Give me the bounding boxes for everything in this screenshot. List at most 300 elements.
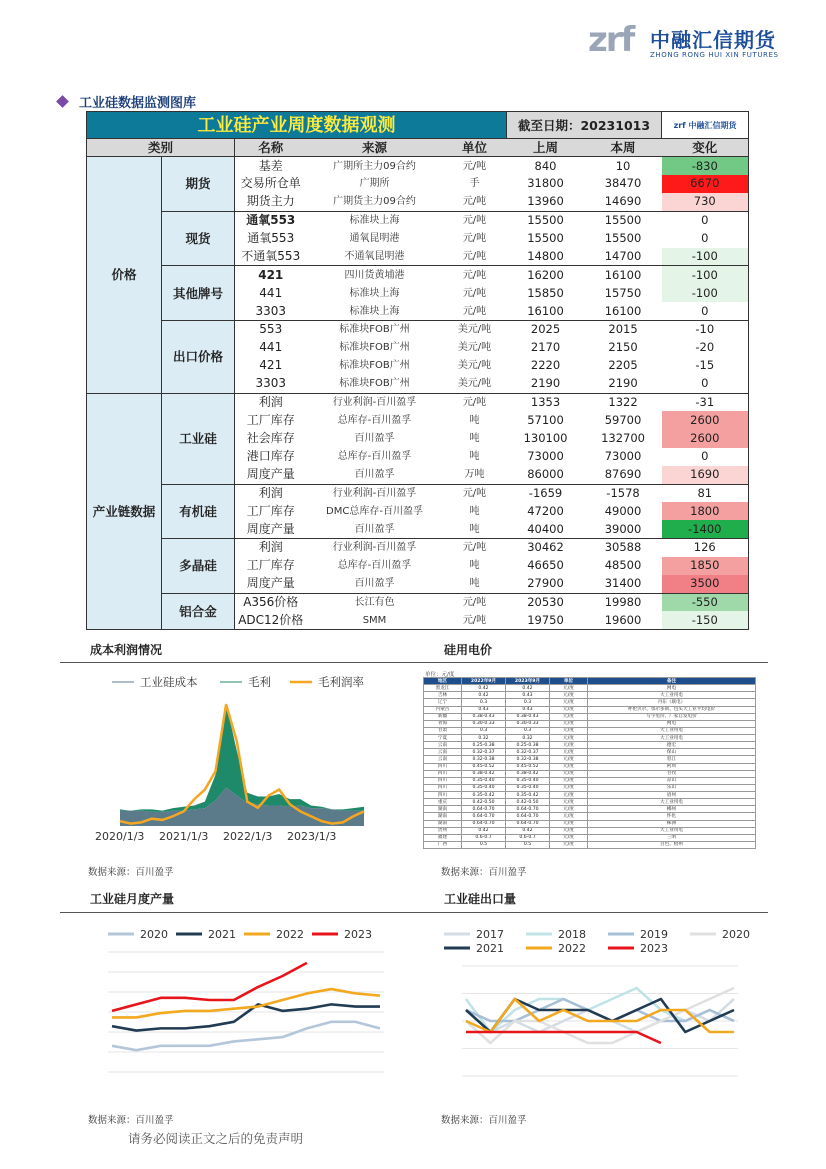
row-unit: 元/吨 (462, 287, 487, 299)
monthly-output-chart (90, 922, 400, 1092)
table-row (87, 266, 749, 284)
row-name: 周度产量 (235, 466, 307, 484)
row-change: 0 (662, 302, 749, 320)
row-change: 81 (662, 484, 749, 502)
export-title: 工业硅出口量 (444, 892, 517, 906)
row-change: -1400 (662, 520, 749, 538)
electricity-cell: 元/度 (550, 834, 588, 841)
row-unit: 元/吨 (462, 487, 487, 499)
row-unit: 吨 (469, 560, 480, 572)
col-change: 变化 (662, 139, 749, 157)
category-level2: 有机硅 (162, 484, 235, 539)
row-last-week: 86000 (507, 466, 585, 484)
electricity-cell: 百色、梧州 (588, 841, 756, 848)
row-this-week: 16100 (585, 302, 662, 320)
category-level2: 期货 (162, 157, 235, 212)
row-source: 广期所 (359, 178, 390, 190)
electricity-cell: 大工业用电 (588, 735, 756, 742)
electricity-cell: 元/度 (550, 749, 588, 756)
table-row (87, 211, 749, 229)
weekly-data-table (86, 111, 749, 630)
row-last-week: 16100 (507, 302, 585, 320)
electricity-row (424, 735, 756, 742)
row-name: 441 (259, 340, 283, 355)
row-source: 不通氧昆明港 (307, 248, 443, 266)
electricity-cell: 元/度 (550, 827, 588, 834)
electricity-row (424, 706, 756, 713)
x-tick-label: 2023/1/3 (287, 830, 337, 843)
electricity-cell: 大工业用电 (588, 799, 756, 806)
row-last-week: 30462 (527, 540, 564, 555)
electricity-cell: 0.38-0.42 (506, 770, 550, 777)
electricity-cell: 元/度 (550, 799, 588, 806)
x-tick-label: 2022/1/3 (223, 830, 273, 843)
row-source: 标准块FOB广州 (339, 324, 410, 336)
row-source: 标准块上海 (307, 302, 443, 320)
electricity-cell: 重庆 (424, 799, 462, 806)
row-name: 交易所仓单 (240, 176, 301, 191)
row-last-week: 2170 (530, 340, 561, 355)
cost-profit-source: 数据来源：百川盈孚 (88, 867, 174, 878)
row-change: 6670 (662, 175, 749, 193)
row-name: 工厂库存 (246, 412, 295, 427)
electricity-cell: 0.42 (506, 827, 550, 834)
electricity-cell: 0.64-0.70 (462, 820, 506, 827)
electricity-cell: 0.64-0.70 (506, 820, 550, 827)
electricity-row (424, 727, 756, 734)
electricity-cell: 湖南 (424, 806, 462, 813)
legend-label: 毛利润率 (318, 675, 364, 689)
row-name: 3303 (235, 375, 307, 393)
electricity-row (424, 692, 756, 699)
electricity-cell: 元/度 (550, 685, 588, 692)
electricity-row (424, 841, 756, 848)
table-logo: zrf 中融汇信期货 (662, 112, 749, 139)
row-unit: 元/吨 (462, 396, 487, 408)
electricity-cell: 元/度 (550, 756, 588, 763)
electricity-cell: 福建 (424, 834, 462, 841)
row-this-week: 48500 (604, 558, 642, 573)
electricity-cell: 青海 (424, 720, 462, 727)
row-unit: 元/吨 (443, 611, 507, 629)
row-unit: 元/吨 (462, 215, 487, 227)
cost-profit-title: 成本利润情况 (90, 643, 163, 657)
row-name: 3303 (235, 302, 307, 320)
electricity-cell: 0.25-0.38 (506, 742, 550, 749)
electricity-cell: 元/度 (550, 727, 588, 734)
electricity-row (424, 777, 756, 784)
legend-label: 2020 (140, 928, 168, 941)
electricity-cell: 内蒙古 (424, 706, 462, 713)
category-level1: 价格 (87, 157, 162, 393)
row-name: 社会库存 (246, 431, 295, 446)
row-unit: 美元/吨 (457, 342, 492, 354)
electricity-cell: 乐山 (588, 784, 756, 791)
electricity-cell: 元/度 (550, 820, 588, 827)
legend-label: 2023 (640, 942, 668, 955)
section-title: 工业硅数据监测图库 (58, 92, 196, 111)
divider (60, 912, 768, 913)
electricity-cell: 0.42 (462, 692, 506, 699)
row-unit: 元/吨 (462, 597, 487, 609)
electricity-cell: 大工业用电 (588, 692, 756, 699)
row-unit: 元/吨 (462, 160, 487, 172)
electricity-row (424, 799, 756, 806)
electricity-cell: 0.30-0.33 (462, 720, 506, 727)
electricity-cell: 吉林 (424, 692, 462, 699)
row-this-week: 15500 (604, 213, 642, 228)
electricity-header-cell: 地区 (424, 678, 462, 685)
row-unit: 元/吨 (443, 302, 507, 320)
row-last-week: 47200 (527, 503, 564, 518)
row-this-week: 31400 (585, 575, 662, 593)
row-change: 2600 (662, 411, 749, 429)
electricity-price-table (423, 677, 756, 849)
legend-label: 2018 (558, 928, 586, 941)
row-change: 126 (662, 539, 749, 557)
row-last-week: 40400 (507, 520, 585, 538)
electricity-cell: 元/度 (550, 706, 588, 713)
electricity-cell: 湖南 (424, 820, 462, 827)
row-name: 利润 (258, 540, 283, 555)
electricity-cell: 株洲 (588, 820, 756, 827)
electricity-cell: 元/度 (550, 813, 588, 820)
electricity-cell: 元/度 (550, 699, 588, 706)
electricity-header-cell: 备注 (588, 678, 756, 685)
electricity-cell: 大工业用电 (588, 727, 756, 734)
electricity-cell: 四川 (424, 763, 462, 770)
electricity-header-cell: 单位 (550, 678, 588, 685)
electricity-cell: 0.64-0.70 (462, 813, 506, 820)
row-source: 百川盈孚 (307, 466, 443, 484)
row-change: -100 (662, 284, 749, 302)
row-change: -10 (662, 320, 749, 338)
category-level1: 产业链数据 (87, 393, 162, 629)
electricity-cell: 四川 (424, 770, 462, 777)
series-line-2023 (112, 963, 307, 1011)
electricity-cell: 元/度 (550, 713, 588, 720)
electricity-cell: 0.43 (462, 706, 506, 713)
row-source: 四川货黄埔港 (344, 269, 405, 281)
electricity-cell: 元/度 (550, 735, 588, 742)
row-last-week: 20530 (527, 595, 564, 610)
row-source: 标准块FOB广州 (339, 360, 410, 372)
row-this-week: 1322 (608, 394, 638, 409)
table-row (87, 484, 749, 502)
electricity-cell: 辽宁 (424, 699, 462, 706)
row-change: 2600 (662, 430, 749, 448)
row-source: 百川盈孚 (307, 575, 443, 593)
electricity-cell: 0.32-0.37 (462, 749, 506, 756)
company-logo (588, 18, 788, 66)
electricity-cell: 0.32 (462, 735, 506, 742)
electricity-cell: 0.35-0.40 (462, 777, 506, 784)
monthly-output-title: 工业硅月度产量 (90, 892, 175, 906)
series-line-2020 (112, 1022, 380, 1050)
row-this-week: 14690 (585, 193, 662, 211)
logo-name-cn: 中融汇信期货 (650, 28, 776, 52)
row-source: 行业利润-百川盈孚 (332, 542, 417, 554)
col-unit: 单位 (443, 139, 507, 157)
electricity-cell: 云南 (424, 749, 462, 756)
legend-label: 工业硅成本 (140, 675, 198, 689)
electricity-cell: 郴州 (588, 806, 756, 813)
row-last-week: 15500 (527, 213, 564, 228)
electricity-row (424, 792, 756, 799)
row-this-week: 2015 (608, 322, 638, 337)
row-last-week: 130100 (523, 431, 568, 446)
electricity-cell: 0.35-0.42 (462, 792, 506, 799)
legend-label: 2022 (558, 942, 586, 955)
electricity-cell: 眉州 (588, 792, 756, 799)
category-level2: 其他牌号 (162, 266, 235, 321)
row-last-week: 31800 (527, 176, 564, 191)
electricity-row (424, 827, 756, 834)
legend-label: 2017 (476, 928, 504, 941)
electricity-cell: 0.32 (506, 735, 550, 742)
row-this-week: 2190 (585, 375, 662, 393)
electricity-cell: 0.6-0.7 (506, 834, 550, 841)
electricity-cell: 元/度 (550, 784, 588, 791)
electricity-cell: 0.32-0.38 (462, 756, 506, 763)
row-change: -550 (662, 593, 749, 611)
category-level2: 铝合金 (162, 593, 235, 629)
row-name: A356价格 (243, 595, 299, 610)
row-name: 421 (258, 267, 284, 282)
electricity-row (424, 720, 756, 727)
row-unit: 吨 (469, 505, 480, 517)
row-unit: 万吨 (443, 466, 507, 484)
electricity-row (424, 699, 756, 706)
col-name: 名称 (235, 139, 307, 157)
row-name: 421 (259, 358, 283, 373)
row-last-week: 16200 (527, 267, 564, 282)
x-tick-label: 2020/1/3 (95, 830, 145, 843)
electricity-cell: 网电 (588, 720, 756, 727)
electricity-row (424, 820, 756, 827)
row-last-week: 73000 (527, 449, 564, 464)
export-chart (440, 922, 760, 1082)
electricity-cell: 0.38-0.43 (506, 713, 550, 720)
col-last-week: 上周 (507, 139, 585, 157)
electricity-cell: 0.3 (462, 699, 506, 706)
disclaimer-footer: 请务必阅读正文之后的免责声明 (128, 1131, 304, 1146)
row-this-week: 15500 (604, 231, 642, 246)
electricity-cell: 元/度 (550, 792, 588, 799)
row-name: 利润 (258, 485, 283, 500)
electricity-header-cell: 2022年9月 (462, 678, 506, 685)
row-name: 通氧553 (246, 213, 296, 228)
row-source: 标准块上海 (349, 287, 400, 299)
electricity-cell: 0.42 (462, 685, 506, 692)
electricity-cell: 丹东（联电） (588, 699, 756, 706)
electricity-cell: 元/度 (550, 777, 588, 784)
row-this-week: 14700 (585, 248, 662, 266)
row-change: -100 (662, 248, 749, 266)
row-name: 基差 (258, 158, 283, 173)
row-unit: 元/吨 (462, 269, 487, 281)
row-source: 百川盈孚 (307, 520, 443, 538)
electricity-cell: 0.64-0.70 (462, 806, 506, 813)
col-category: 类别 (87, 139, 235, 157)
row-source: 广期货主力09合约 (307, 193, 443, 211)
electricity-row (424, 763, 756, 770)
electricity-title: 硅用电价 (444, 643, 493, 657)
legend-label: 毛利 (248, 675, 271, 689)
x-tick-label: 2021/1/3 (159, 830, 209, 843)
row-unit: 吨 (469, 414, 480, 426)
electricity-cell: 0.64-0.70 (506, 806, 550, 813)
electricity-cell: 大工业用电 (588, 827, 756, 834)
electricity-cell: 元/度 (550, 763, 588, 770)
row-name: ADC12价格 (235, 611, 307, 629)
cost-profit-chart (90, 668, 380, 848)
electricity-cell: 四川 (424, 792, 462, 799)
electricity-cell: 新疆 (424, 713, 462, 720)
electricity-cell: 0.32-0.37 (506, 749, 550, 756)
electricity-cell: 保山 (588, 749, 756, 756)
row-name: 期货主力 (235, 193, 307, 211)
row-unit: 元/吨 (443, 248, 507, 266)
row-change: 730 (662, 193, 749, 211)
electricity-cell: 0.38-0.42 (462, 770, 506, 777)
electricity-cell: 0.42 (506, 685, 550, 692)
row-name: 周度产量 (235, 575, 307, 593)
electricity-header-row (424, 678, 756, 685)
row-last-week: 19750 (507, 611, 585, 629)
electricity-row (424, 770, 756, 777)
export-source: 数据来源：百川盈孚 (441, 1115, 527, 1126)
electricity-cell: 0.43 (506, 706, 550, 713)
row-change: -15 (662, 357, 749, 375)
row-change: -150 (662, 611, 749, 629)
row-this-week: 30588 (604, 540, 642, 555)
row-unit: 元/吨 (443, 193, 507, 211)
electricity-cell: 0.5 (506, 841, 550, 848)
electricity-cell: 0.32-0.38 (506, 756, 550, 763)
electricity-cell: 云南 (424, 756, 462, 763)
row-change: 0 (662, 375, 749, 393)
row-unit: 手 (469, 178, 480, 190)
row-name: 港口库存 (246, 449, 295, 464)
electricity-cell: 凉山 (588, 777, 756, 784)
electricity-cell: 0.35-0.40 (462, 784, 506, 791)
electricity-row (424, 784, 756, 791)
row-name: 通氧553 (247, 231, 295, 246)
row-source: 标准块FOB广州 (307, 375, 443, 393)
row-this-week: 19600 (585, 611, 662, 629)
electricity-unit: 单位：元/度 (425, 672, 455, 678)
divider (60, 662, 768, 663)
electricity-row (424, 685, 756, 692)
row-unit: 美元/吨 (457, 324, 492, 336)
row-last-week: 2190 (507, 375, 585, 393)
row-last-week: 15500 (527, 231, 564, 246)
row-unit: 吨 (469, 433, 480, 445)
electricity-row (424, 806, 756, 813)
electricity-cell: 0.35-0.40 (506, 784, 550, 791)
row-name: 工厂库存 (246, 503, 295, 518)
row-name: 周度产量 (235, 520, 307, 538)
electricity-cell: 湖南 (424, 813, 462, 820)
electricity-row (424, 742, 756, 749)
category-level2: 现货 (162, 211, 235, 266)
row-last-week: 2220 (530, 358, 561, 373)
row-source: 总库存-百川盈孚 (337, 560, 412, 572)
electricity-cell: 0.43 (506, 692, 550, 699)
row-unit: 元/吨 (462, 233, 487, 245)
row-last-week: -1659 (528, 485, 563, 500)
electricity-cell: 元/度 (550, 806, 588, 813)
row-name: 工厂库存 (246, 558, 295, 573)
column-header-row (87, 139, 749, 157)
table-row (87, 393, 749, 411)
electricity-cell: 0.3 (462, 727, 506, 734)
electricity-cell: 甘肃 (424, 727, 462, 734)
row-source: 标准块FOB广州 (339, 342, 410, 354)
table-row (87, 593, 749, 611)
electricity-cell: 0.64-0.70 (506, 813, 550, 820)
row-this-week: 49000 (604, 503, 642, 518)
row-source: 标准块上海 (349, 215, 400, 227)
electricity-cell: 宁夏 (424, 735, 462, 742)
electricity-row (424, 813, 756, 820)
row-this-week: 15750 (604, 285, 642, 300)
legend-label: 2021 (476, 942, 504, 955)
row-last-week: 13960 (507, 193, 585, 211)
electricity-cell: 0.35-0.42 (506, 792, 550, 799)
row-change: 0 (662, 229, 749, 247)
row-last-week: 46650 (527, 558, 564, 573)
legend-label: 2023 (344, 928, 372, 941)
row-this-week: 59700 (604, 412, 642, 427)
row-name: 利润 (258, 394, 283, 409)
electricity-cell: 0.5 (462, 841, 506, 848)
logo-name-en: ZHONG RONG HUI XIN FUTURES (650, 51, 779, 59)
table-row (87, 539, 749, 557)
category-level2: 工业硅 (162, 393, 235, 484)
row-source: 行业利润-百川盈孚 (332, 396, 417, 408)
electricity-cell: 元/度 (550, 720, 588, 727)
table-date: 截至日期：20231013 (507, 112, 662, 139)
electricity-cell: 0.6-0.7 (462, 834, 506, 841)
electricity-cell: 网电 (588, 685, 756, 692)
row-source: 百川盈孚 (354, 433, 395, 445)
row-this-week: 38470 (604, 176, 642, 191)
electricity-cell: 0.45-0.52 (462, 763, 506, 770)
row-last-week: 840 (534, 158, 557, 173)
electricity-cell: 0.35-0.40 (506, 777, 550, 784)
row-this-week: 2205 (608, 358, 638, 373)
monthly-output-source: 数据来源：百川盈孚 (88, 1115, 174, 1126)
category-level2: 多晶硅 (162, 539, 235, 594)
series-area-profit (120, 703, 364, 812)
row-source: DMC总库存-百川盈孚 (326, 505, 423, 517)
legend-label: 2022 (276, 928, 304, 941)
row-this-week: 19980 (604, 595, 642, 610)
electricity-cell: 元/度 (550, 770, 588, 777)
row-change: -830 (662, 157, 749, 175)
row-change: -100 (662, 266, 749, 284)
row-this-week: 16100 (604, 267, 642, 282)
electricity-cell: 0.45-0.52 (506, 763, 550, 770)
row-this-week: -1578 (606, 485, 640, 500)
row-change: 0 (662, 448, 749, 466)
electricity-cell: 呼伦贝尔、鄂尔多斯、包头大工业平均电价 (588, 706, 756, 713)
row-name: 441 (259, 285, 283, 300)
electricity-cell: 写字电价、厂家自发电价 (588, 713, 756, 720)
row-unit: 元/吨 (462, 542, 487, 554)
